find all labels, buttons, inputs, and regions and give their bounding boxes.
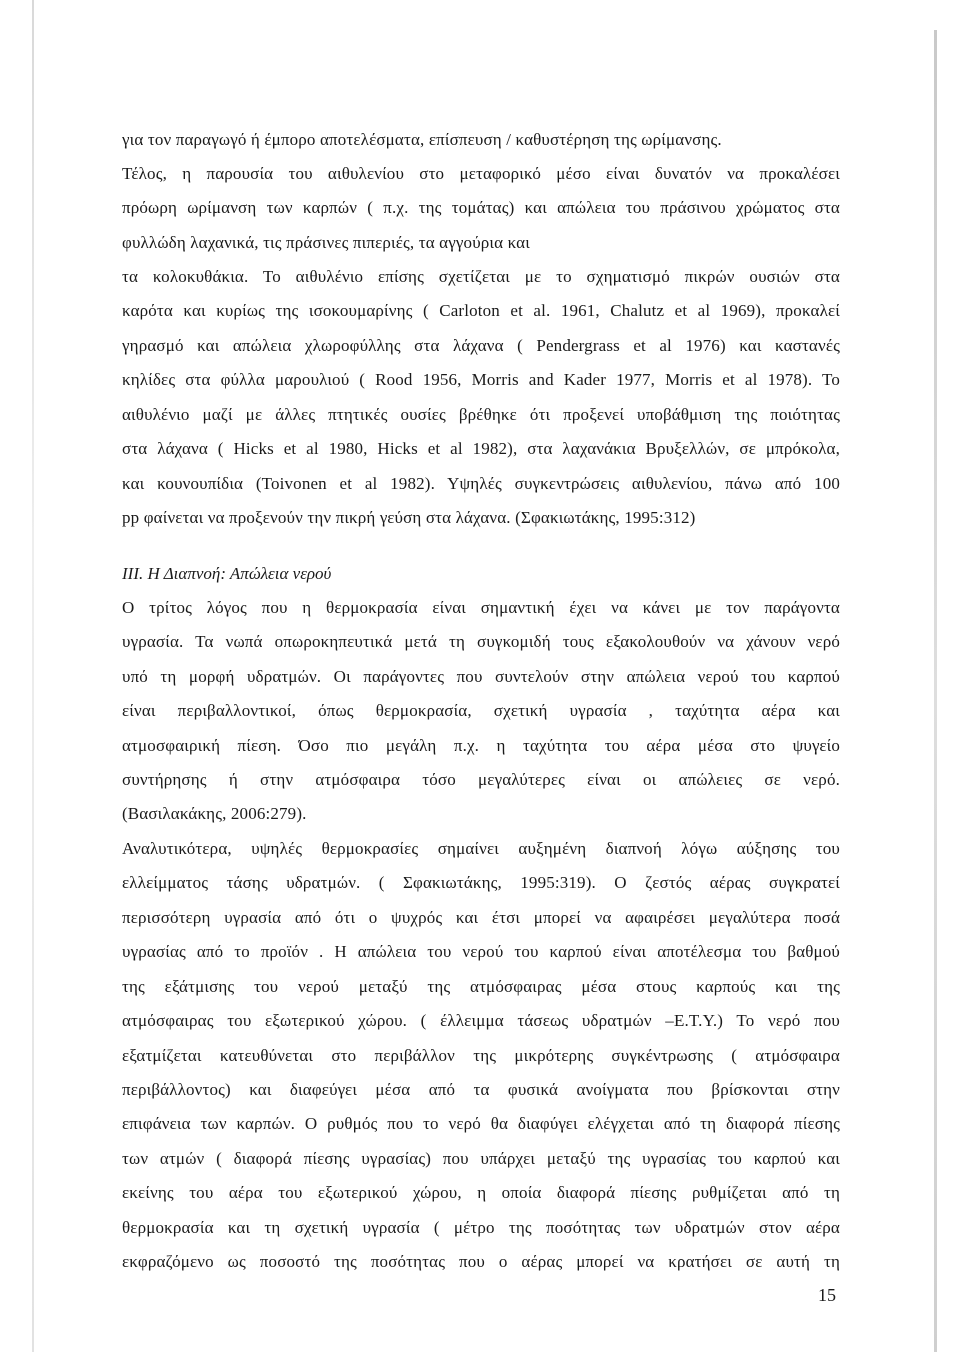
scan-edge-left <box>32 0 34 1352</box>
text-line: Αναλυτικότερα, υψηλές θερμοκρασίες σημαίνει αυξημένη διαπνοή λόγω αύξησης του <box>122 839 840 858</box>
text-line: φυλλώδη λαχανικά, τις πράσινες πιπεριές, τα αγγούρια και <box>122 233 530 252</box>
page-number: 15 <box>818 1285 836 1305</box>
text-line: ατμοσφαιρική πίεση. Όσο πιο μεγάλη π.χ. η ταχύτητα του αέρα μέσα στο ψυγείο <box>122 736 840 755</box>
text-line: συντήρησης ή στην ατμόσφαιρα τόσο μεγαλύτερες είναι οι απώλειες σε νερό. <box>122 770 840 789</box>
text-line: είναι περιβαλλοντικοί, όπως θερμοκρασία, σχετική υγρασία , ταχύτητα αέρα και <box>122 701 840 720</box>
text-line: της εξάτμισης του νερού μεταξύ της ατμόσφαιρας μέσα στους καρπούς και της <box>122 977 840 996</box>
text-line: υπό τη μορφή υδρατμών. Οι παράγοντες που συντελούν στην απώλεια νερού του καρπού <box>122 667 840 686</box>
text-line: Ο τρίτος λόγος που η θερμοκρασία είναι σημαντική έχει να κάνει με τον παράγοντα <box>122 598 840 617</box>
text-line: (Βασιλακάκης, 2006:279). <box>122 804 307 823</box>
text-line: εξατμίζεται κατευθύνεται στο περιβάλλον της μικρότερης συγκέντρωσης ( ατμόσφαιρα <box>122 1046 840 1065</box>
text-line: εκφραζόμενο ως ποσοστό της ποσότητας που ο αέρας μπορεί να κρατήσει σε αυτή τη <box>122 1252 840 1271</box>
text-line: pp φαίνεται να προξενούν την πικρή γεύση στα λάχανα. (Σφακιωτάκης, 1995:312) <box>122 508 696 527</box>
text-line: Τέλος, η παρουσία του αιθυλενίου στο μεταφορικό μέσο είναι δυνατόν να προκαλέσει <box>122 164 840 183</box>
text-line: περιβάλλοντος) και διαφεύγει μέσα από τα φυσικά ανοίγματα που βρίσκονται στην <box>122 1080 840 1099</box>
text-line: εκείνης του αέρα του εξωτερικού χώρου, η οποία διαφορά πίεσης ρυθμίζεται από τη <box>122 1183 840 1202</box>
text-line: υγρασία. Τα νωπά οπωροκηπευτικά μετά τη συγκομιδή τους εξακολουθούν να χάνουν νερό <box>122 632 840 651</box>
text-line: για τον παραγωγό ή έμπορο αποτελέσματα, επίσπευση / καθυστέρηση της ωρίμανσης. <box>122 130 722 149</box>
text-line: των ατμών ( διαφορά πίεσης υγρασίας) που υπάρχει μεταξύ της υγρασίας του καρπού και <box>122 1149 840 1168</box>
text-line: κηλίδες στα φύλλα μαρουλιού ( Rood 1956, Morris and Kader 1977, Morris et al 1978). Το <box>122 370 840 389</box>
text-line: ελλείμματος τάσης υδρατμών. ( Σφακιωτάκης, 1995:319). Ο ζεστός αέρας συγκρατεί <box>122 873 840 892</box>
text-line: τα κολοκυθάκια. Το αιθυλένιο επίσης σχετίζεται με το σχηματισμό πικρών ουσιών στα <box>122 267 840 286</box>
text-line: αιθυλένιο μαζί με άλλες πτητικές ουσίες βρέθηκε ότι προξενεί υποβάθμιση της ποιότητας <box>122 405 840 424</box>
text-line: υγρασίας από το προϊόν . Η απώλεια του νερού του καρπού είναι αποτέλεσμα του βαθμού <box>122 942 840 961</box>
text-line: καρότα και κυρίως της ισοκουμαρίνης ( Carloton et al. 1961, Chalutz et al 1969), προκαλεί <box>122 301 840 320</box>
text-line: πρόωρη ωρίμανση των καρπών ( π.χ. της τομάτας) και απώλεια του πράσινου χρώματος στα <box>122 198 840 217</box>
text-line: και κουνουπίδια (Toivonen et al 1982). Υψηλές συγκεντρώσεις αιθυλενίου, πάνω από 100 <box>122 474 840 493</box>
text-line: στα λάχανα ( Hicks et al 1980, Hicks et al 1982), στα λαχανάκια Βρυξελλών, σε μπρόκολα, <box>122 439 840 458</box>
scan-edge-right <box>934 30 937 1352</box>
text-line: ατμόσφαιρας του εξωτερικού χώρου. ( έλλειμμα τάσεως υδρατμών –Ε.Τ.Υ.) Το νερό που <box>122 1011 840 1030</box>
text-line: γηρασμό και απώλεια χλωροφύλλης στα λάχανα ( Pendergrass et al 1976) και καστανές <box>122 336 840 355</box>
section-heading: ΙΙΙ. Η Διαπνοή: Απώλεια νερού <box>122 564 332 583</box>
text-line: περισσότερη υγρασία από ότι ο ψυχρός και έτσι μπορεί να αφαιρέσει μεγαλύτερα ποσά <box>122 908 840 927</box>
text-line: επιφάνεια των καρπών. Ο ρυθμός που το νερό θα διαφύγει ελέγχεται από τη διαφορά πίεσης <box>122 1114 840 1133</box>
text-line: θερμοκρασία και τη σχετική υγρασία ( μέτρο της ποσότητας των υδρατμών στον αέρα <box>122 1218 840 1237</box>
